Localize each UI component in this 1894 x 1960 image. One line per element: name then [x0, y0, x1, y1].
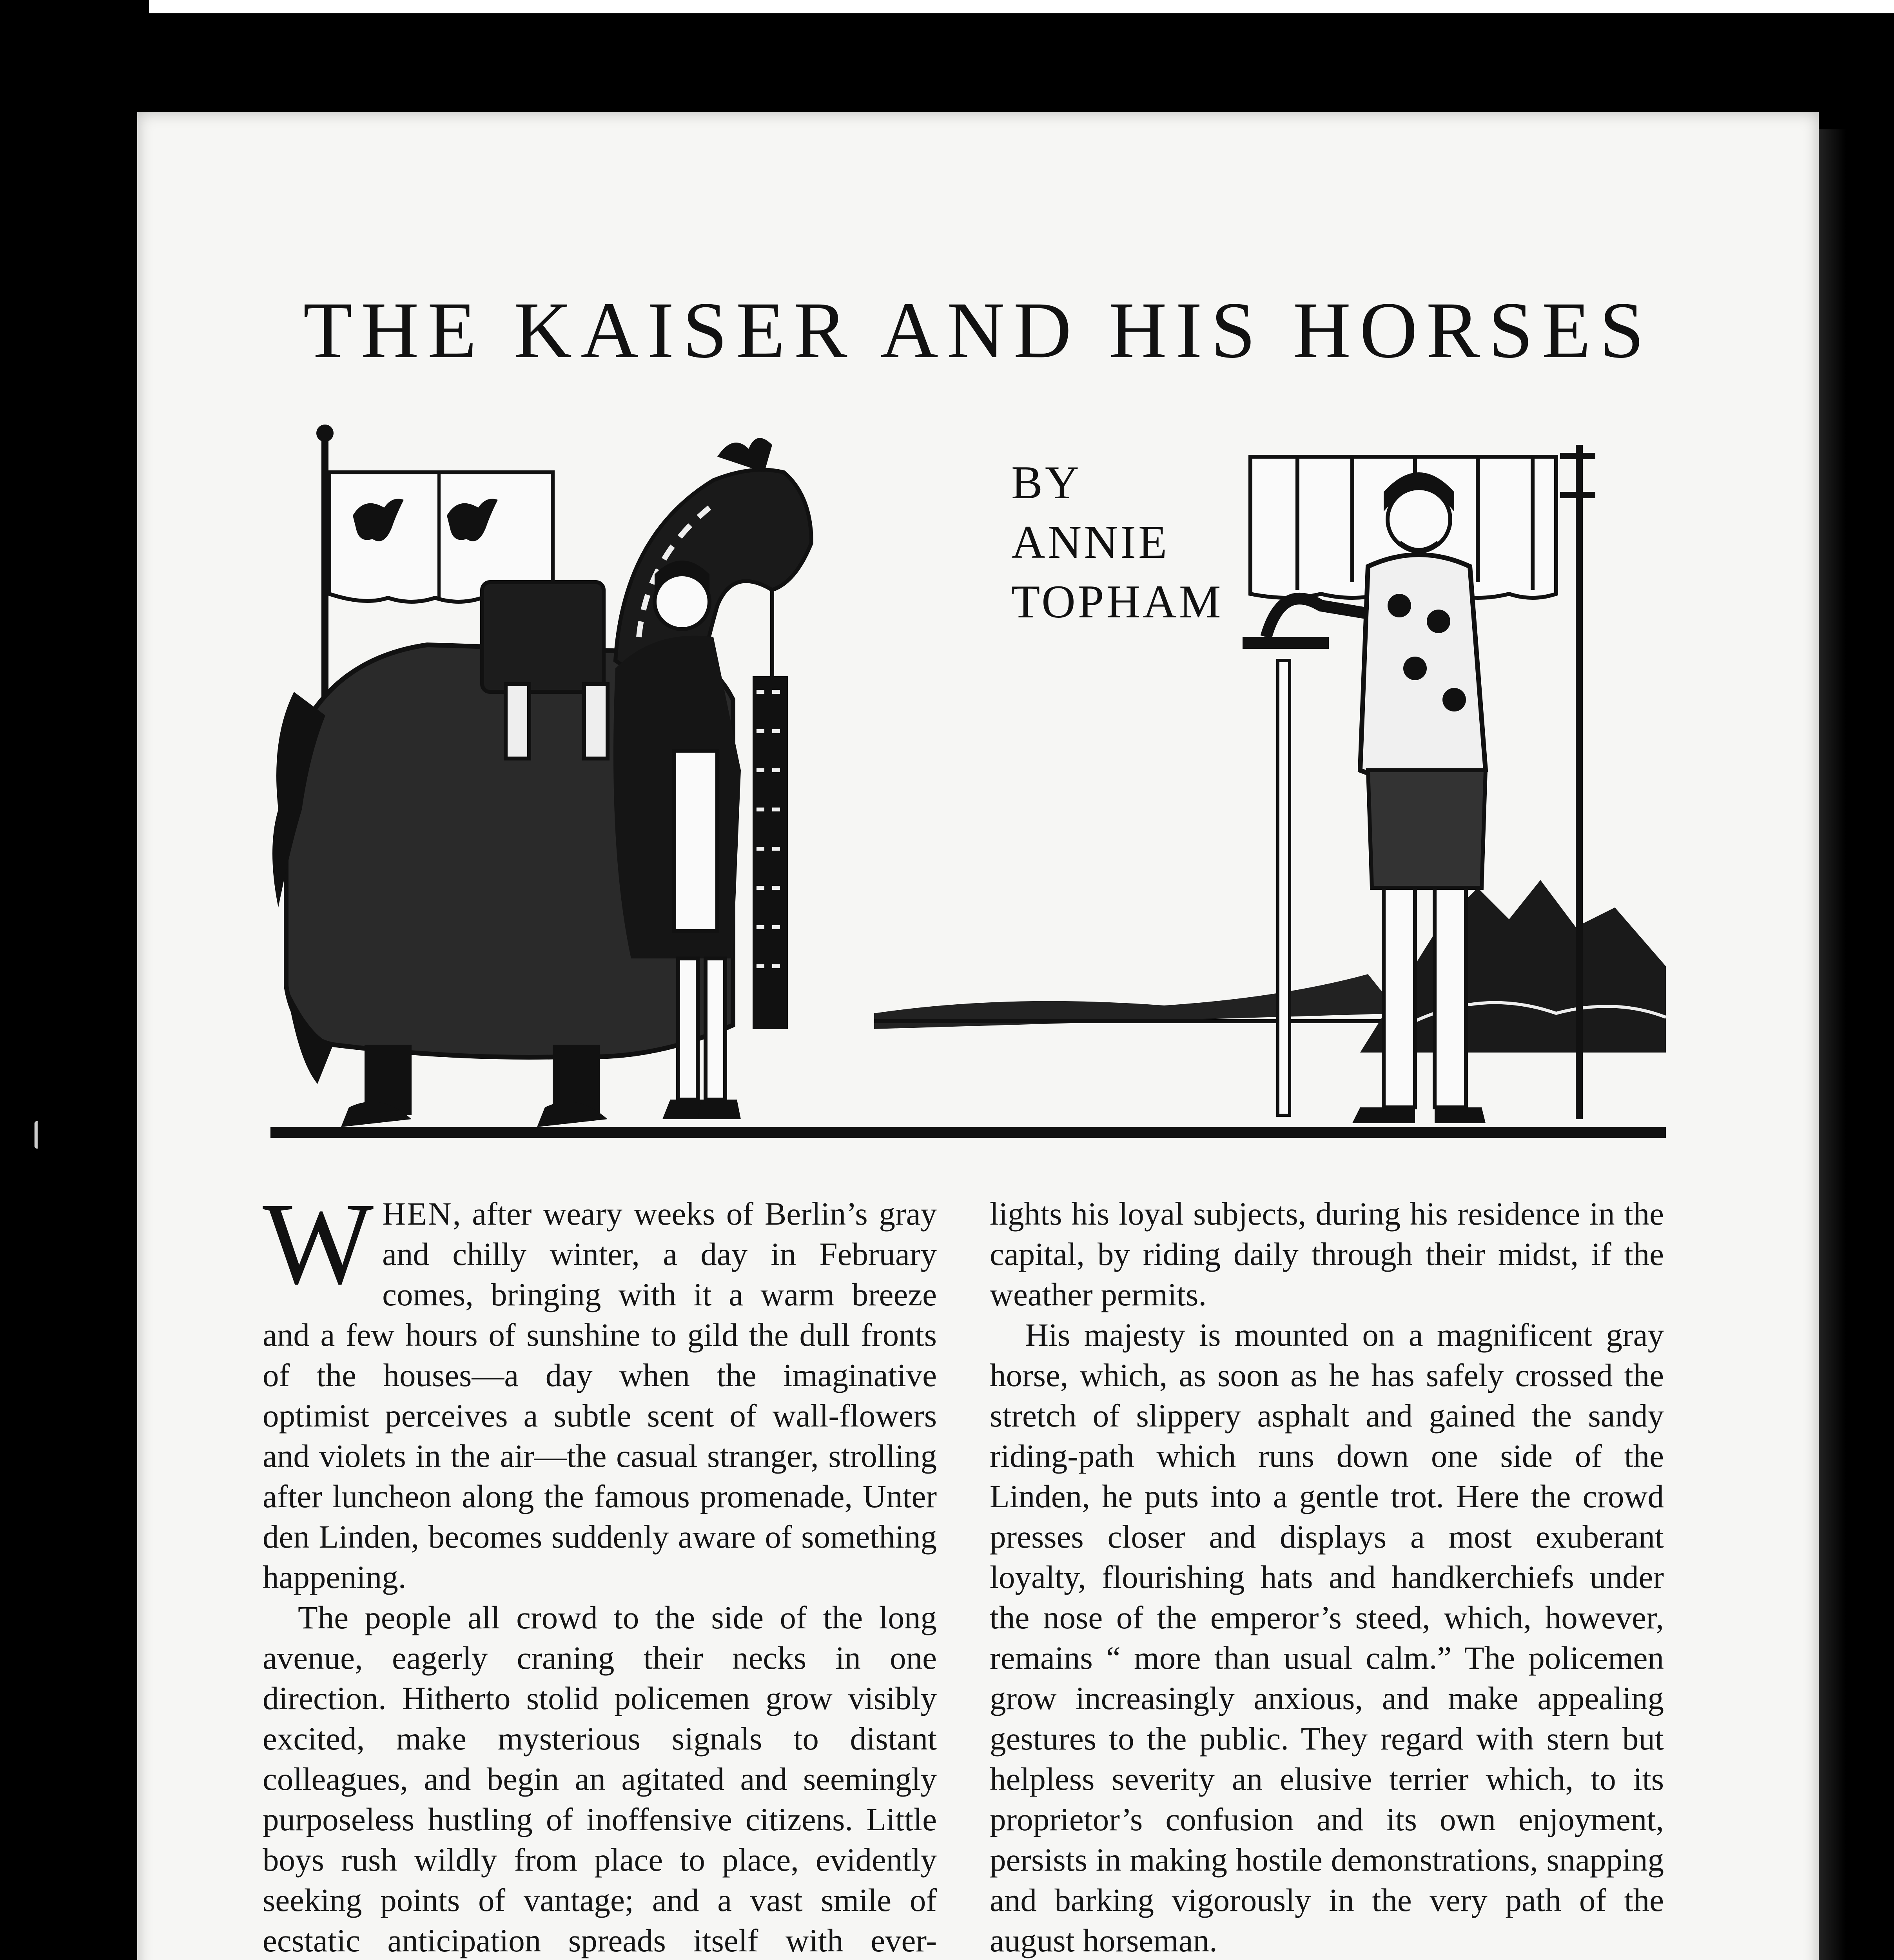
byline-first-name: ANNIE — [1011, 516, 1170, 568]
paragraph-1-text: , after weary weeks of Berlin’s gray and chilly winter, a day in February comes, bringing with it a warm breeze and a few hours of sunshine to gild the dull fronts of the houses—a day when the imaginative optimist perceives a subtle scent of wall-flowers and violets in the air—the casual stranger, strolling after luncheon along the famous promenade, Unter den Linden, becomes suddenly aware of something happening. — [263, 1196, 937, 1595]
paragraph-5: lights his loyal subjects, during his residence in the capital, by riding daily through their midst, if the weather permits. — [990, 1196, 1664, 1312]
magazine-page — [137, 112, 1819, 1960]
paragraph-1 — [263, 1178, 937, 1597]
paragraph-6: His majesty is mounted on a magnificent gray horse, which, as soon as he has safely crossed the stretch of slippery asphalt and gained the sandy riding-path which runs down one side of the Linden, he puts into a gentle trot. Here the crowd presses closer and displays a most exuberant loyalty, flourishing hats and handkerchiefs under the nose of the emperor’s steed, which, however, remains “ more than usual calm.” The policemen grow increasingly anxious, and make appealing gestures to the public. They regard with stern but helpless severity an elusive terrier which, to its proprietor’s confusion and its own enjoyment, persists in making hostile demonstrations, snapping and barking vigorously in the very path of the august horseman. — [990, 1317, 1664, 1958]
text-column-right — [990, 1194, 1664, 1960]
byline-last-name: TOPHAM — [1011, 575, 1223, 628]
scan-mark — [34, 1121, 43, 1149]
scan-top-strip — [0, 0, 1894, 63]
paragraph-1-smallcaps: HEN — [382, 1196, 453, 1232]
drop-cap: W — [263, 1178, 374, 1308]
byline-by: BY — [1011, 456, 1081, 508]
scan-gutter-shadow — [1819, 129, 1846, 1960]
paragraph-2: The people all crowd to the side of the long avenue, eagerly craning their necks in one direction. Hitherto stolid policemen grow visibly excited, make mysterious signals to distant colleagues, and begin an agitated and seemingly purposeless hustling of inoffensive citizens. Little boys rush wildly from place to place, evidently seeking points of vantage; and a vast smile of ecstatic anticipation spreads itself with ever- — [263, 1599, 937, 1958]
article-title: THE KAISER AND HIS HORSES — [303, 286, 1653, 375]
header-illustration — [263, 417, 1674, 1154]
text-column-left — [263, 1178, 937, 1960]
